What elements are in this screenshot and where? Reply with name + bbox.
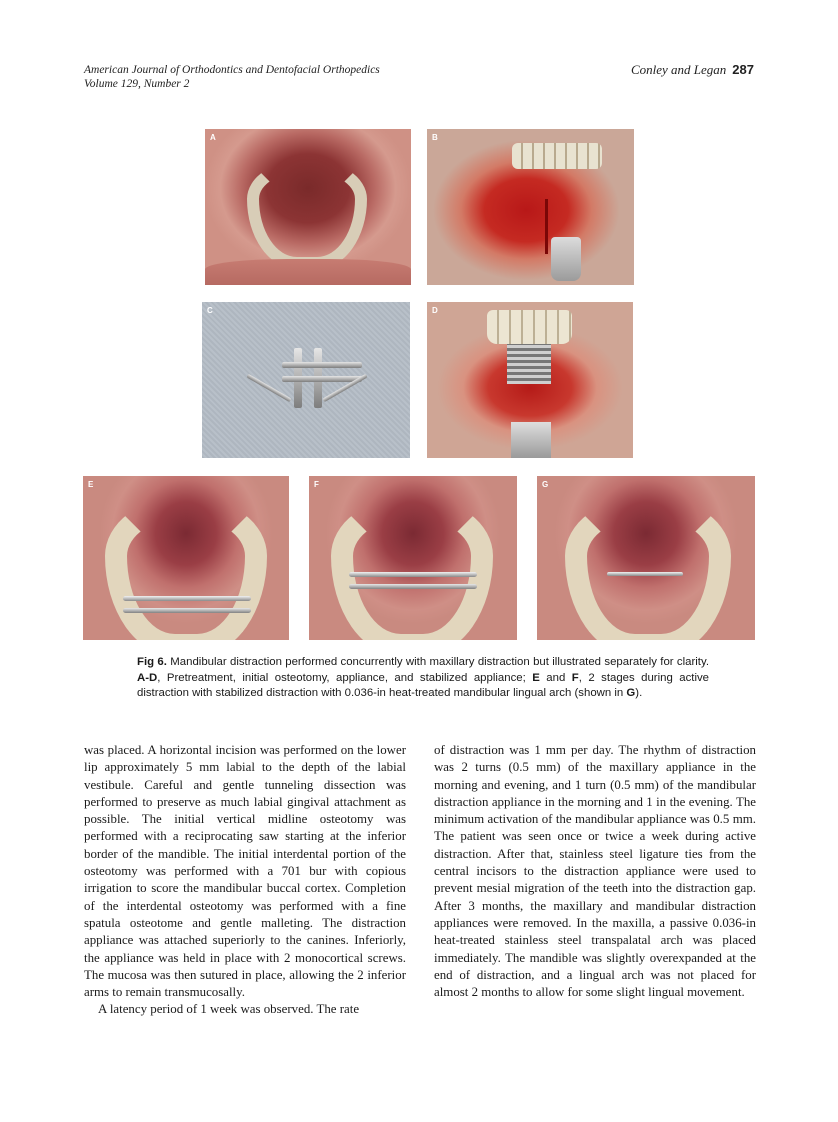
figure-panel-d [427,302,633,458]
page-header-right [631,62,754,78]
distraction-appliance-illustration [507,344,551,384]
body-column-left [84,742,406,1019]
retractor-illustration [511,422,551,458]
body-paragraph: of distraction was 1 mm per day. The rhythm of distraction was 2 turns (0.5 mm) of the maxillary appliance in the morning and evening, and 1 turn (0.5 mm) of the mandibular distraction appliance in the morning and 1 in the evening. The minimum activation of the mandibular appliance was 0.5 mm. The patient was seen once or twice a week during active distraction. After that, stainless steel ligature ties from the central incisors to the distraction appliance were used to prevent mesial migration of the teeth into the distraction gap. After 3 months, the maxillary and mandibular distraction appliances were removed. In the maxilla, a passive 0.036-in heat-treated stainless steel transpalatal arch was placed immediately. The mandible was slightly overexpanded at the end of distraction, and a lingual arch was not placed for almost 2 months to allow for some slight lingual movement. [434,743,756,1000]
body-paragraph: A latency period of 1 week was observed. The rate [98,1002,360,1017]
figure-panel-e [83,476,289,640]
osteotomy-line-illustration [545,199,548,254]
caption-text: and [539,671,572,684]
appliance-wire [349,584,477,589]
appliance-wire [123,608,251,613]
appliance-rod [282,362,362,368]
caption-text: , Pretreatment, initial osteotomy, appliance, and stabilized appliance; [157,671,533,684]
page-number: 287 [732,62,754,77]
figure-panel-c [202,302,410,458]
figure-panel-g [537,476,755,640]
caption-text: , 2 stages during active distraction with stabilized distraction with 0.036-in heat-treated mandibular lingual arch (shown in [137,671,710,700]
figure-panel-b [427,129,634,285]
lip-illustration [205,259,411,285]
panel-label-c: C [207,306,213,315]
panel-label-a: A [210,133,216,142]
dental-arch-illustration [105,496,267,640]
body-column-right [434,742,756,1001]
panel-label-g: G [542,480,549,489]
figure-caption [137,655,709,702]
caption-label: Fig 6. [137,656,167,668]
author-names: Conley and Legan [630,62,727,77]
appliance-rod [282,376,362,382]
dental-arch-illustration [565,496,731,640]
panel-label-e: E [88,480,94,489]
figure-panel-a [205,129,411,285]
teeth-illustration [512,143,602,169]
dental-arch-illustration [331,496,493,640]
appliance-wire [349,572,477,577]
lingual-arch-wire [607,572,683,576]
caption-bold: G [626,687,636,700]
body-paragraph: was placed. A horizontal incision was performed on the lower lip approximately 5 mm labial to the depth of the labial vestibule. Careful and gentle tunneling dissection was performed to preserve as much labial gingival attachment as possible. The initial vertical midline osteotomy was performed with a reciprocating saw starting at the inferior border of the mandible. The initial interdental portion of the osteotomy was performed with a 701 bur with copious irrigation to score the mandibular buccal cortex. Completion of the interdental osteotomy was performed with a fine spatula osteotome and gentle malleting. The distraction appliance was attached superiorly to the canines. Inferiorly, the appliance was held in place with 2 monocortical screws. The mucosa was then sutured in place, allowing the 2 inferior arms to remain transmucosally. [84,743,406,1000]
caption-text: ). [635,687,643,700]
panel-label-b: B [432,133,438,142]
running-header [84,63,380,91]
journal-title: American Journal of Orthodontics and Dentofacial Orthopedics [84,64,380,76]
panel-label-d: D [432,306,438,315]
caption-text: Mandibular distraction performed concurrently with maxillary distraction but illustrated separately for clarity. [166,656,709,668]
caption-bold: A-D [137,671,158,684]
appliance-wire [123,596,251,601]
caption-bold: E [532,671,540,684]
retractor-illustration [551,237,581,281]
journal-volume: Volume 129, Number 2 [84,78,190,90]
figure-panel-f [309,476,517,640]
dental-arch-illustration [247,159,367,269]
caption-bold: F [571,671,579,684]
panel-label-f: F [314,480,319,489]
teeth-illustration [487,310,572,344]
